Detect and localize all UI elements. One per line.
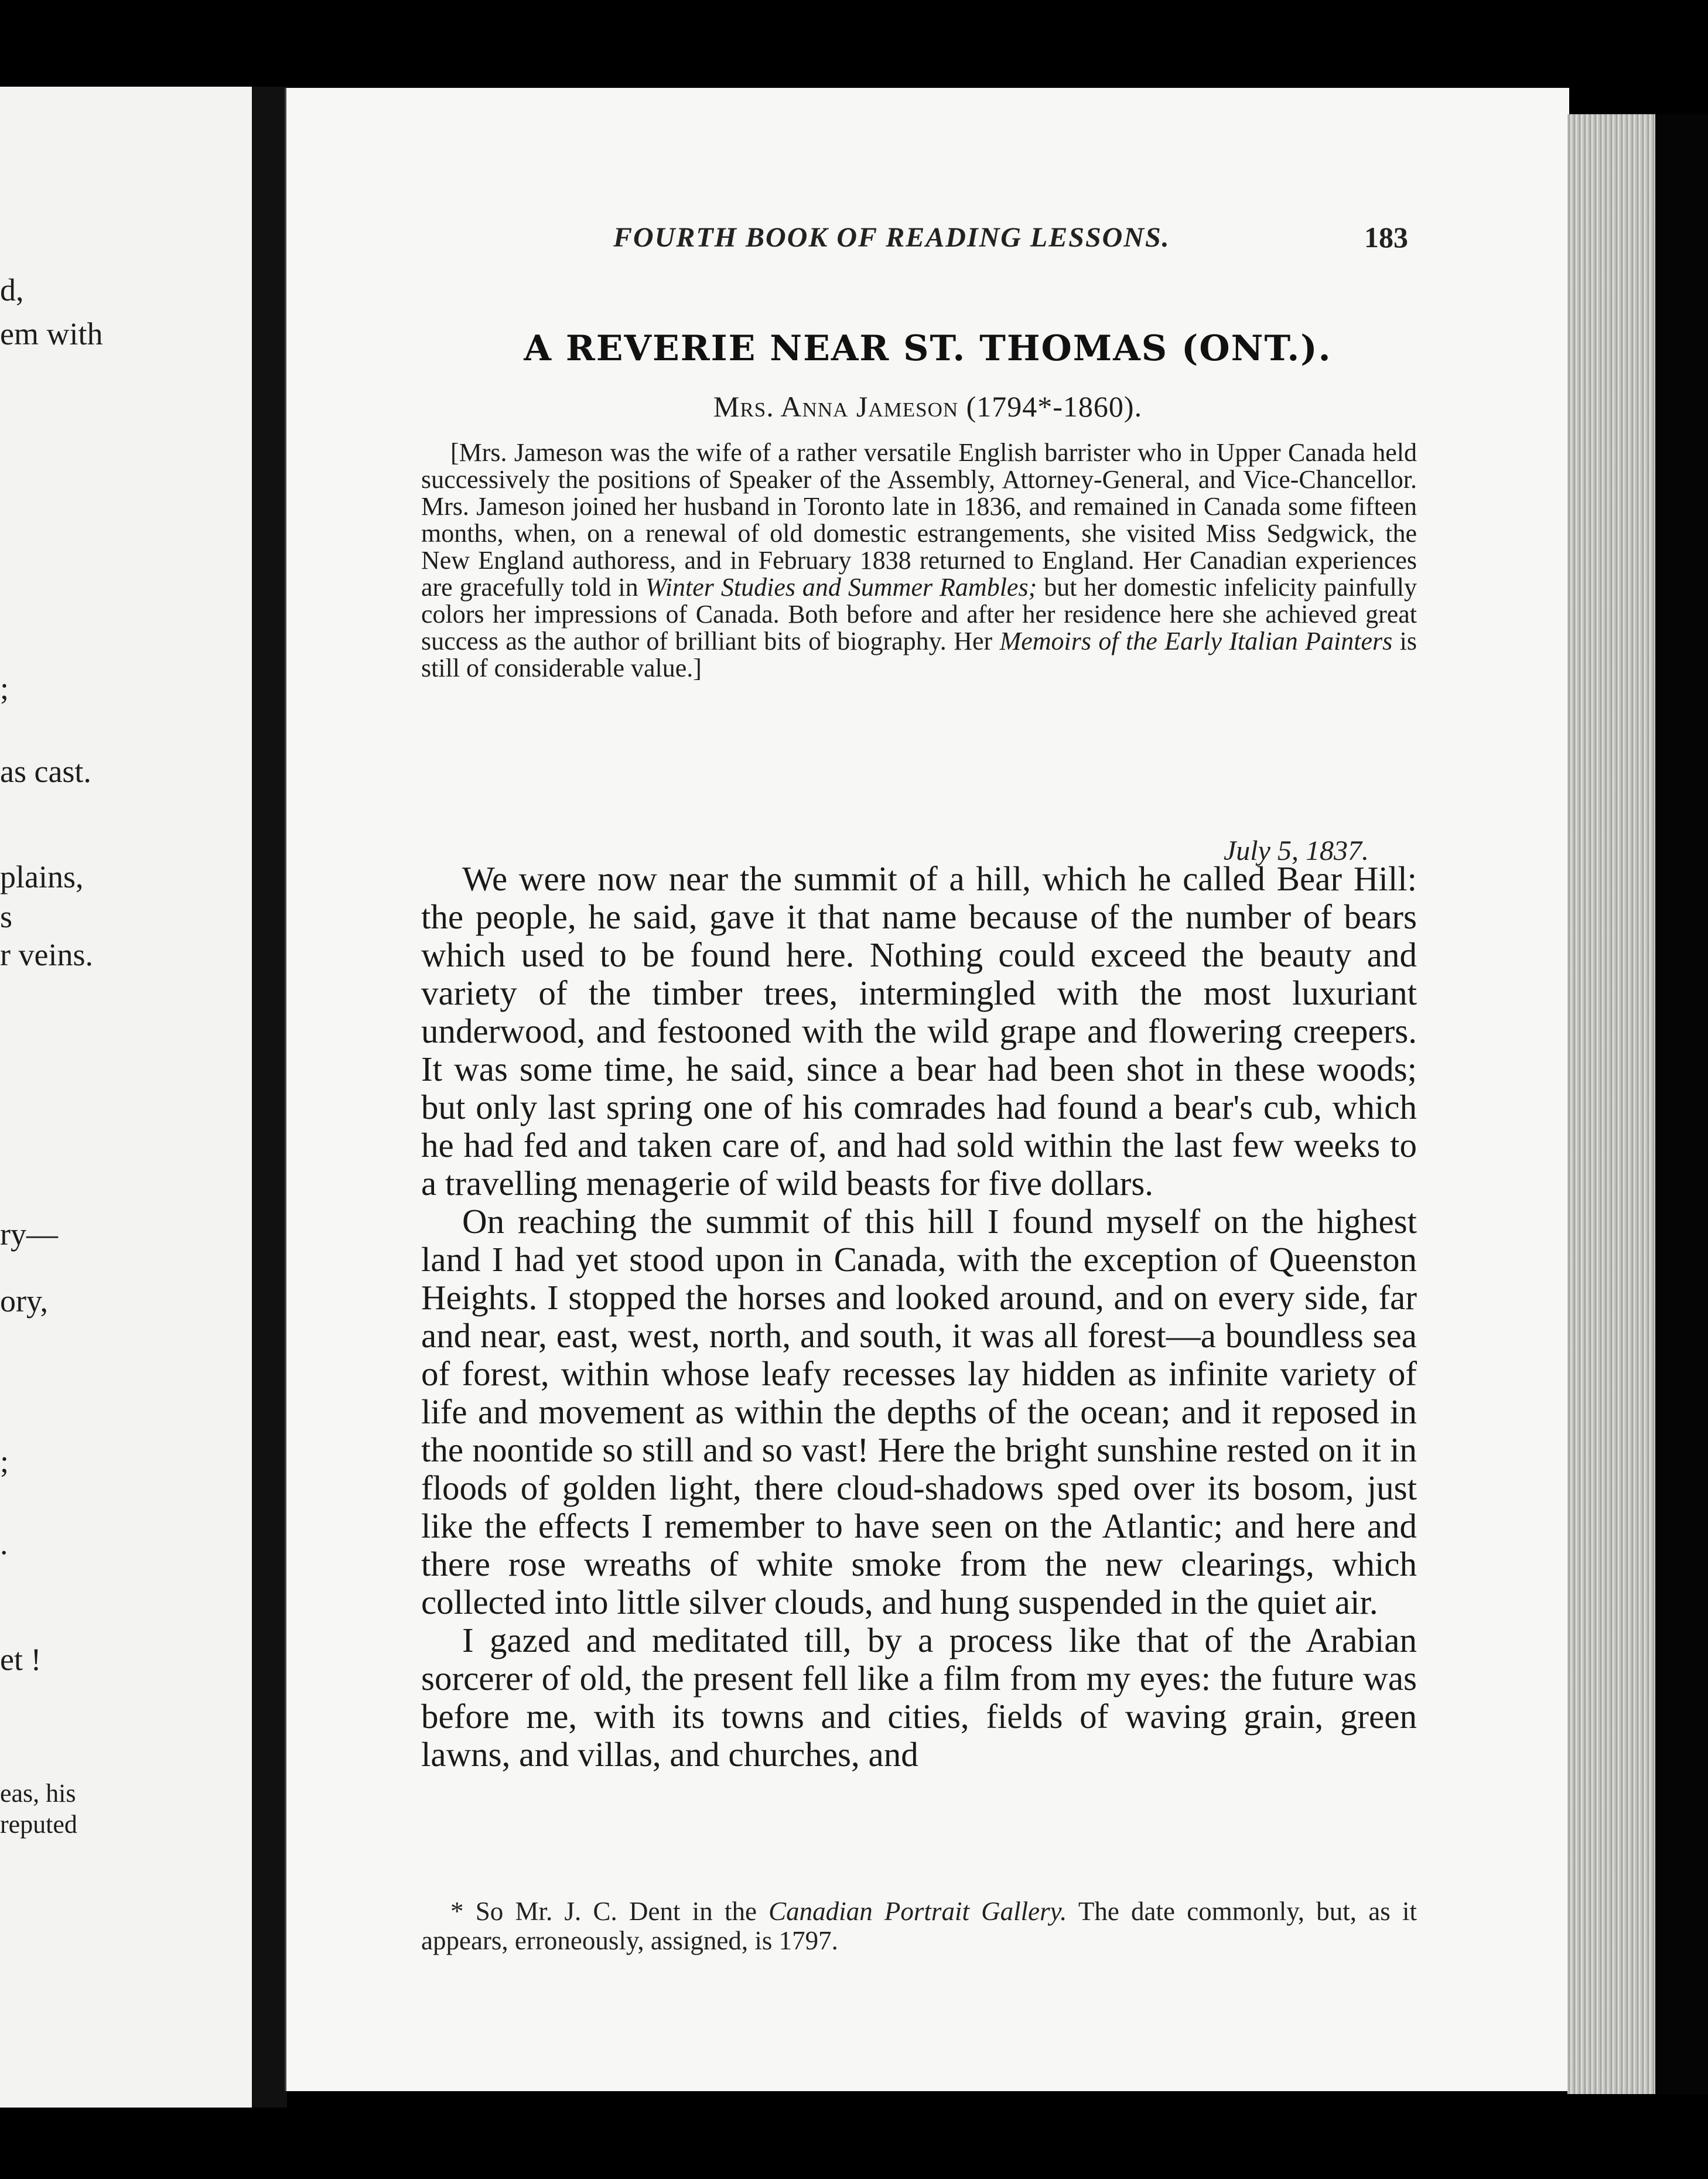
left-fragment: d, bbox=[0, 272, 24, 308]
paragraph: We were now near the summit of a hill, which he called Bear Hill: the people, he said, gave it that name because of the number of bears which used to be found here. Nothing could exceed the beauty and variety of the timber trees, intermingled with the most luxuriant underwood, and festooned with the wild grape and flowering creepers. It was some time, he said, since a bear had been shot in these woods; but only last spring one of his comrades had found a bear's cub, which he had fed and taken care of, and had sold within the last few weeks to a travelling menagerie of wild beasts for five dollars. bbox=[421, 859, 1417, 1203]
intro-note bbox=[421, 439, 1417, 682]
left-facing-page bbox=[0, 87, 254, 2108]
paragraph: On reaching the summit of this hill I found myself on the highest land I had yet stood upon in Canada, with the exception of Queenston Heights. I stopped the horses and looked around, and on every side, far and near, east, west, north, and south, it was all forest—a boundless sea of forest, within whose leafy recesses lay hidden as infinite variety of life and movement as within the depths of the ocean; and it reposed in the noontide so still and so vast! Here the bright sunshine rested on it in floods of golden light, there cloud-shadows sped over its bosom, just like the effects I remember to have seen on the Atlantic; and here and there rose wreaths of white smoke from the new clearings, which collected into little silver clouds, and hung suspended in the quiet air. bbox=[421, 1202, 1417, 1621]
author-line: Mrs. Anna Jameson (1794*-1860). bbox=[713, 390, 1143, 423]
background-edge bbox=[1655, 114, 1708, 2094]
book-title-memoirs: Memoirs of the Early Italian Painters bbox=[999, 627, 1393, 655]
book-page bbox=[285, 88, 1569, 2091]
intro-text: [Mrs. Jameson was the wife of a rather versatile English barrister who in Upper Canada held successively the positions of Speaker of the Assembly, Attorney-General, and Vice-Chancellor. Mrs. Jameson joined her husband in Toronto late in 1836, and remained in Canada some fifteen months, when, on a renewal of old domestic estrangements, she visited Miss Sedgwick, the New England authoress, and in February 1838 returned to England. Her Canadian experiences are gracefully told in bbox=[421, 438, 1417, 602]
left-fragment: ; bbox=[0, 1444, 9, 1479]
intro-text: is still of considerable value.] bbox=[421, 627, 1417, 682]
left-fragment: r veins. bbox=[0, 937, 93, 972]
lesson-title: A REVERIE NEAR ST. THOMAS (ONT.). bbox=[524, 328, 1332, 369]
left-fragment: ry— bbox=[0, 1217, 58, 1252]
date-line: July 5, 1837. bbox=[1224, 835, 1369, 866]
book-gutter bbox=[252, 87, 287, 2108]
left-fragment: as cast. bbox=[0, 754, 91, 789]
running-head: FOURTH BOOK OF READING LESSONS. bbox=[613, 222, 1170, 253]
book-title-winter-studies: Winter Studies and Summer Rambles; bbox=[645, 573, 1037, 602]
page-edges bbox=[1567, 114, 1655, 2094]
left-fragment: s bbox=[0, 899, 13, 934]
left-fragment: plains, bbox=[0, 859, 84, 894]
left-fragment: . bbox=[0, 1526, 8, 1561]
left-fragment: et ! bbox=[0, 1642, 42, 1677]
footnote-text: The date commonly, but, as it appears, erroneously, assigned, is 1797. bbox=[421, 1897, 1417, 1955]
footnote-source-title: Canadian Portrait Gallery. bbox=[768, 1897, 1067, 1926]
intro-text: but her domestic infelicity painfully colors her impressions of Canada. Both before and after her residence here she achieved great success as the author of brilliant bits of biography. Her bbox=[421, 573, 1417, 655]
left-fragment: em with bbox=[0, 316, 103, 351]
left-fragment: eas, his bbox=[0, 1779, 76, 1808]
left-fragment: ory, bbox=[0, 1283, 48, 1319]
left-fragment: reputed bbox=[0, 1810, 77, 1839]
footnote bbox=[421, 1897, 1417, 1955]
body-text bbox=[421, 860, 1417, 1774]
footnote-text: * So Mr. J. C. Dent in the bbox=[450, 1897, 769, 1926]
paragraph: I gazed and meditated till, by a process like that of the Arabian sorcerer of old, the present fell like a film from my eyes: the future was before me, with its towns and cities, fields of waving grain, green lawns, and villas, and churches, and bbox=[421, 1621, 1417, 1774]
page-number: 183 bbox=[1364, 221, 1408, 254]
left-fragment: ; bbox=[0, 671, 9, 706]
